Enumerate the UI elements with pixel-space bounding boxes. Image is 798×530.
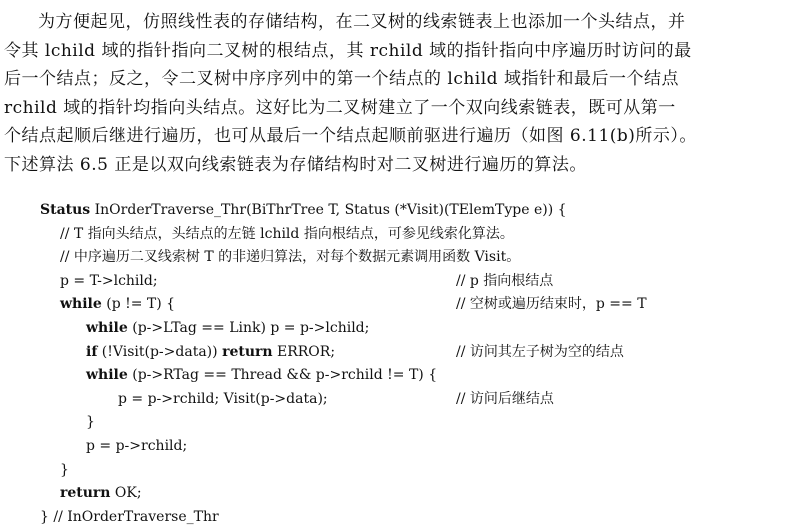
code-statement: p = T->lchild; (60, 272, 158, 289)
code-line-rtag-while (40, 364, 790, 388)
code-line-advance (40, 435, 790, 459)
code-statement: p = p->rchild; Visit(p->data); (118, 390, 328, 407)
paragraph-line: 后一个结点；反之，令二叉树中序序列中的第一个结点的 lchild 域指针和最后一个结点 (4, 69, 679, 90)
keyword-status: Status (40, 202, 91, 218)
code-statement (86, 364, 437, 388)
if-condition: (!Visit(p->data)) (97, 343, 223, 360)
code-line-close-brace (40, 411, 790, 435)
code-line-outer-while (40, 293, 790, 317)
code-line-comment (40, 246, 790, 270)
code-statement (86, 341, 335, 365)
function-end-comment: } // InOrderTraverse_Thr (40, 508, 219, 525)
code-comment: // 访问其左子树为空的结点 (456, 343, 624, 360)
code-comment: // p 指向根结点 (456, 272, 554, 289)
paragraph-line: rchild 域的指针均指向头结点。这好比为二叉树建立了一个双向线索链表，既可从第一 (4, 97, 676, 118)
code-comment: // 空树或遍历结束时，p == T (456, 296, 647, 313)
code-comment: // T 指向头结点，头结点的左链 lchild 指向根结点，可参见线索化算法。 (60, 225, 514, 242)
body-paragraph (4, 8, 794, 180)
return-value: OK; (110, 485, 142, 502)
code-line-function-header (40, 199, 790, 223)
paragraph-line: 为方便起见，仿照线性表的存储结构，在二叉树的线索链表上也添加一个头结点，并 (38, 12, 686, 32)
loop-condition: (p != T) { (101, 296, 176, 313)
keyword-return: return (60, 485, 111, 502)
code-comment: // 访问后继结点 (456, 390, 554, 407)
code-statement (86, 317, 369, 341)
code-statement (60, 482, 142, 506)
return-value: ERROR; (272, 343, 336, 360)
keyword-while: while (86, 367, 128, 384)
function-signature: InOrderTraverse_Thr(BiThrTree T, Status (*Visit)(TElemType e)) { (90, 202, 567, 218)
paragraph-line: 令其 lchild 域的指针指向二叉树的根结点，其 rchild 域的指针指向中序遍历时访问的最 (4, 40, 692, 61)
code-line-successor-visit (40, 388, 790, 412)
paragraph-line: 个结点起顺后继进行遍历，也可从最后一个结点起顺前驱进行遍历（如图 6.11(b)所示）。 (4, 126, 697, 147)
code-line-visit-check (40, 341, 790, 365)
code-statement (40, 199, 567, 223)
paragraph-line: 下述算法 6.5 正是以双向线索链表为存储结构时对二叉树进行遍历的算法。 (4, 154, 587, 175)
closing-brace: } (86, 414, 95, 431)
closing-brace: } (60, 461, 69, 478)
keyword-if: if (86, 343, 98, 360)
code-line-function-end (40, 506, 790, 530)
code-line-close-brace (40, 459, 790, 483)
code-line-return-ok (40, 482, 790, 506)
code-statement: p = p->rchild; (86, 437, 188, 454)
keyword-return: return (222, 343, 273, 360)
code-comment: // 中序遍历二叉线索树 T 的非递归算法，对每个数据元素调用函数 Visit。 (60, 249, 521, 266)
code-line-assign-root (40, 270, 790, 294)
keyword-while: while (86, 319, 128, 336)
code-statement (60, 293, 175, 317)
algorithm-code-block (40, 199, 790, 529)
loop-body: (p->LTag == Link) p = p->lchild; (127, 319, 370, 336)
code-line-ltag-while (40, 317, 790, 341)
code-line-comment (40, 223, 790, 247)
loop-condition: (p->RTag == Thread && p->rchild != T) { (127, 367, 438, 384)
keyword-while: while (60, 296, 102, 313)
